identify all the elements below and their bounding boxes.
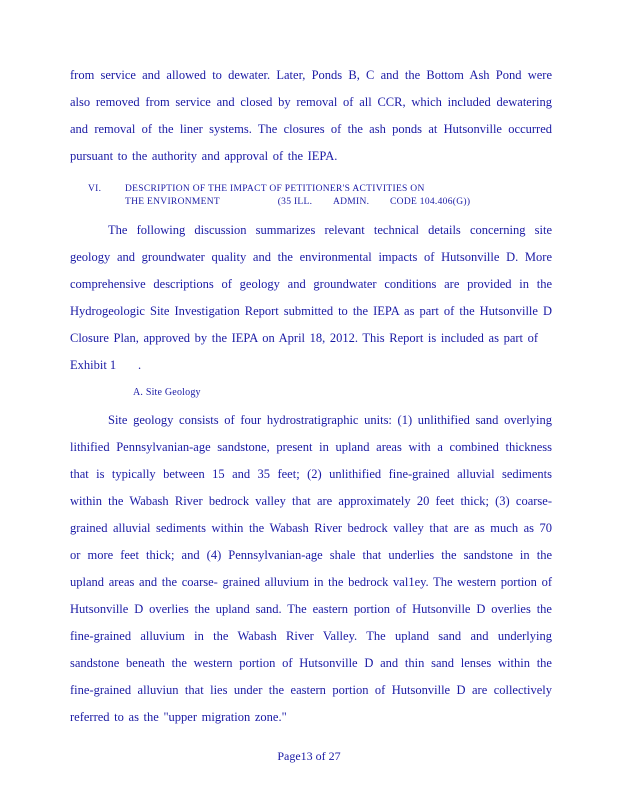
- section-citation-admin: ADMIN.: [332, 197, 370, 207]
- section-title: [125, 183, 552, 209]
- paragraph-site-geology: Site geology consists of four hydrostratigraphic units: (1) unlithified sand overlying lithified Pennsylvanian-age sandstone, present in upland areas with a combined thickness that is typically between 15 and 35 feet; (2) unlithified fine-grained alluvial sediments within the Wabash River bedrock valley that are approximately 20 feet thick; (3) coarse-grained alluvial sediments within the Wabash River bedrock valley that are as much as 70 or more feet thick; and (4) Pennsylvanian-age shale that underlies the sandstone in the upland areas and the coarse- grained alluvium in the bedrock val1ey. The western portion of Hutsonville D overlies the upland sand. The eastern portion of Hutsonville D overlies the fine-grained alluvium in the Wabash River Valley. The upland sand and underlying sandstone beneath the western portion of Hutsonville D and thin sand lenses within the fine-grained alluviun that lies under the eastern portion of Hutsonville D are collectively referred to as the "upper migration zone.": [70, 413, 552, 724]
- section-citation-code: CODE 104.406(G)): [390, 197, 471, 207]
- section-heading-vi: [88, 183, 552, 209]
- paragraph-group-geology: [70, 407, 552, 731]
- subsection-heading-site-geology: A. Site Geology: [133, 387, 201, 398]
- section-title-line2: [125, 197, 470, 207]
- section-citation-ill: (35 ILL.: [277, 197, 313, 207]
- section-number: VI.: [88, 184, 102, 194]
- paragraph-discussion: The following discussion summarizes relevant technical details concerning site geology and groundwater quality and the environmental impacts of Hutsonville D. More comprehensive descriptions of geology and groundwater conditions are provided in the Hydrogeologic Site Investigation Report submitted to the IEPA as part of the Hutsonville D Closure Plan, approved by the IEPA on April 18, 2012. This Report is included as part of: [70, 223, 552, 345]
- section-title-line1: DESCRIPTION OF THE IMPACT OF PETITIONER'S ACTIVITIES ON: [125, 184, 425, 194]
- page-number: Page13 of 27: [277, 749, 341, 763]
- page-content: [70, 62, 552, 731]
- paragraph-ponds-closure: from service and allowed to dewater. Later, Ponds B, C and the Bottom Ash Pond were also removed from service and closed by removal of all CCR, which included dewatering and removal of the liner systems. The closures of the ash ponds at Hutsonville occurred pursuant to the authority and approval of the IEPA.: [70, 68, 552, 163]
- exhibit-reference: Exhibit 1 .: [70, 358, 142, 372]
- section-title-environment: THE ENVIRONMENT: [125, 197, 221, 207]
- paragraph-group-discussion: [70, 217, 552, 379]
